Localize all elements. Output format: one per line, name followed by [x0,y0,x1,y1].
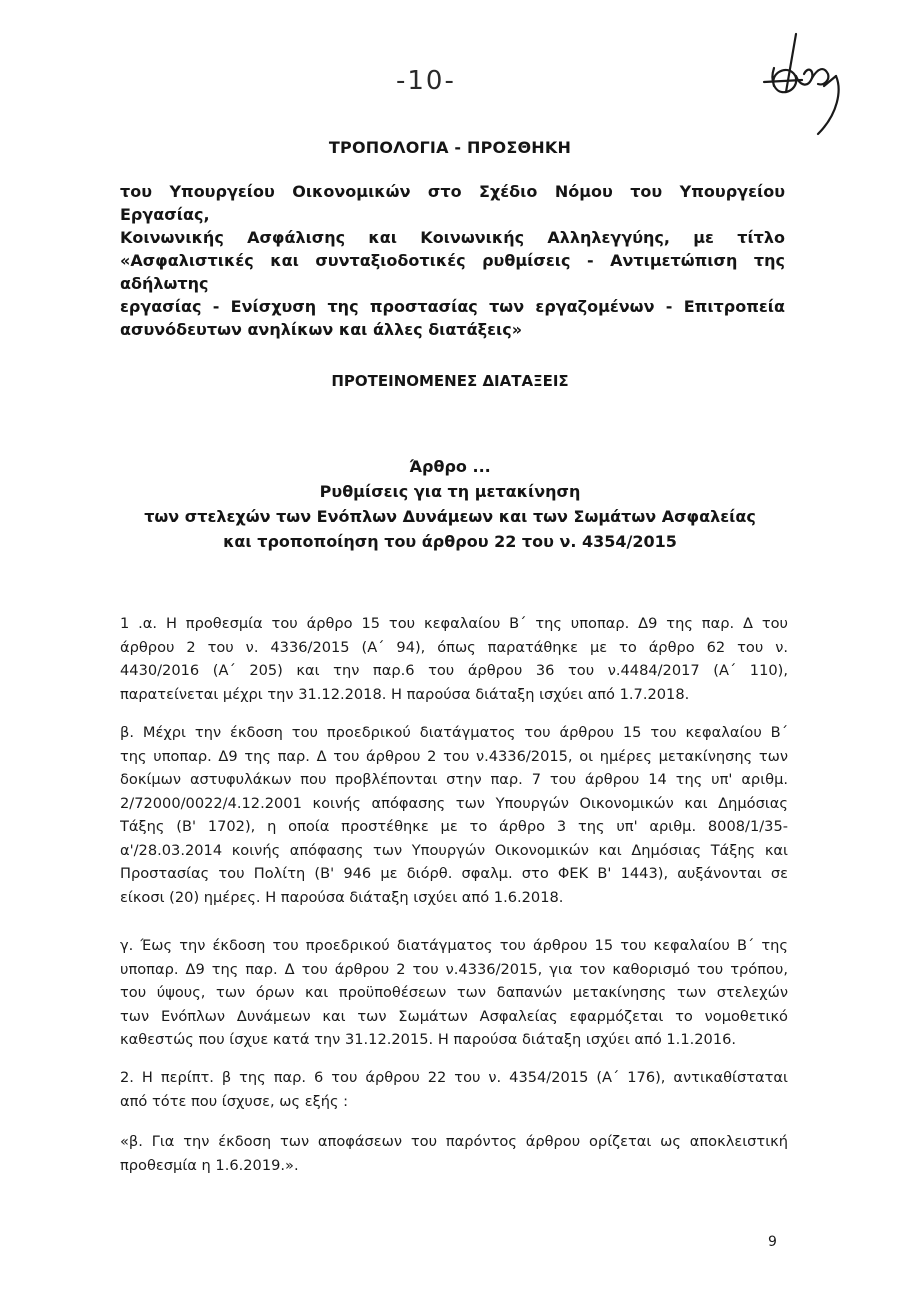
subtitle-line: «Ασφαλιστικές και συνταξιοδοτικές ρυθμίσεις - Αντιμετώπιση της αδήλωτης [120,251,785,293]
article-title-line: Ρυθμίσεις για τη μετακίνηση [319,482,581,501]
paragraph-2 [120,1066,788,1113]
subtitle-line: εργασίας - Ενίσχυση της προστασίας των εργαζομένων - Επιτροπεία [120,297,785,316]
article-number: Άρθρο ... [409,457,491,476]
paragraph-line: άρθρου 2 του ν. 4336/2015 (Α΄ 94), όπως παρατάθηκε με το άρθρο 62 του ν. [120,638,788,656]
paragraph-line: γ. Έως την έκδοση του προεδρικού διατάγματος του άρθρου 15 του κεφαλαίου Β΄ της [120,937,788,954]
paragraph-line: 1 .α. Η προθεσμία του άρθρο 15 του κεφαλαίου Β΄ της υποπαρ. Δ9 της παρ. Δ του [120,615,788,632]
document-subtitle [120,180,785,341]
paragraph-line: καθεστώς που ίσχυε κατά την 31.12.2015. Η παρούσα διάταξη ισχύει από 1.1.2016. [120,1031,737,1048]
paragraph-line: β. Μέχρι την έκδοση του προεδρικού διατάγματος του άρθρου 15 του κεφαλαίου Β΄ [120,724,788,741]
paragraph-line: του ύψους, των όρων και προϋποθέσεων των δαπανών μετακίνησης των στελεχών [120,984,788,1001]
paragraph-quote [120,1130,788,1177]
article-heading [0,454,900,554]
subtitle-line: ασυνόδευτων ανηλίκων και άλλες διατάξεις» [120,320,523,339]
paragraph-line: α'/28.03.2014 κοινής απόφασης των Υπουργών Οικονομικών και Δημόσιας Τάξης και [120,841,788,859]
page-number: 9 [768,1234,777,1250]
article-title-line: των στελεχών των Ενόπλων Δυνάμεων και των Σωμάτων Ασφαλείας [144,507,756,526]
paragraph-line: προθεσμία η 1.6.2019.». [120,1156,299,1174]
subtitle-line: του Υπουργείου Οικονομικών στο Σχέδιο Νόμου του Υπουργείου Εργασίας, [120,182,785,224]
article-title-line: και τροποποίηση του άρθρου 22 του ν. 4354/2015 [223,532,677,551]
paragraph-line: Προστασίας του Πολίτη (Β' 946 με διόρθ. σφαλμ. στο ΦΕΚ Β' 1443), αυξάνονται σε [120,865,788,882]
handwritten-page-mark: -10- [396,66,456,96]
subtitle-line: Κοινωνικής Ασφάλισης και Κοινωνικής Αλληλεγγύης, με τίτλο [120,228,785,247]
paragraph-line: των Ενόπλων Δυνάμεων και των Σωμάτων Ασφαλείας εφαρμόζεται το νομοθετικό [120,1007,788,1025]
paragraph-line: Τάξης (Β' 1702), η οποία προστέθηκε με το άρθρο 3 της υπ' αριθμ. 8008/1/35- [120,818,788,835]
section-heading: ΠΡΟΤΕΙΝΟΜΕΝΕΣ ΔΙΑΤΑΞΕΙΣ [331,372,569,390]
paragraph-line: είκοσι (20) ημέρες. Η παρούσα διάταξη ισχύει από 1.6.2018. [120,888,564,906]
paragraph-line: της υποπαρ. Δ9 της παρ. Δ του άρθρου 2 του ν.4336/2015, οι ημέρες μετακίνησης των [120,747,788,765]
paragraph-1c [120,934,788,1052]
paragraph-1b [120,721,788,909]
paragraph-line: 2. Η περίπτ. β της παρ. 6 του άρθρου 22 του ν. 4354/2015 (Α΄ 176), αντικαθίσταται [120,1069,788,1086]
paragraph-line: 2/72000/0022/4.12.2001 κοινής απόφασης των Υπουργών Οικονομικών και Δημόσιας [120,794,788,812]
signature-icon [752,30,862,140]
paragraph-line: 4430/2016 (Α΄ 205) και την παρ.6 του άρθρου 36 του ν.4484/2017 (Α΄ 110), [120,662,788,679]
paragraph-line: υποπαρ. Δ9 της παρ. Δ του άρθρου 2 του ν.4336/2015, για τον καθορισμό του τρόπου, [120,960,788,978]
paragraph-line: παρατείνεται μέχρι την 31.12.2018. Η παρούσα διάταξη ισχύει από 1.7.2018. [120,685,690,703]
paragraph-line: «β. Για την έκδοση των αποφάσεων του παρόντος άρθρου ορίζεται ως αποκλειστική [120,1133,788,1150]
paragraph-line: δοκίμων αστυφυλάκων που προβλέπονται στην παρ. 7 του άρθρου 14 της υπ' αριθμ. [120,771,788,788]
paragraph-line: από τότε που ίσχυσε, ως εξής : [120,1092,349,1110]
paragraph-1a [120,612,788,706]
document-title: ΤΡΟΠΟΛΟΓΙΑ - ΠΡΟΣΘΗΚΗ [328,138,572,157]
